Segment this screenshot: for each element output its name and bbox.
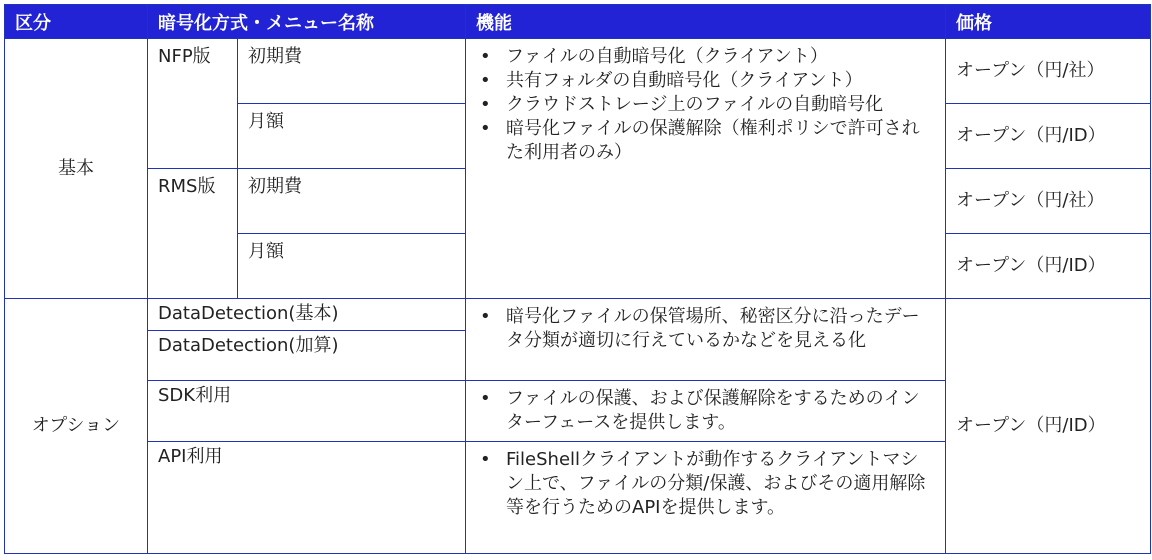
sdk-feature-cell (466, 381, 946, 442)
category-basic: 基本 (5, 39, 148, 299)
feature-item: • ファイルの保護、および保護解除をするためのインターフェースを提供します。 (476, 387, 935, 435)
fee-type: 初期費 (238, 39, 466, 104)
fee-type: 月額 (238, 104, 466, 169)
price-cell: オープン（円/ID） (946, 299, 1151, 554)
feature-item: • FileShellクライアントが動作するクライアントマシン上で、ファイルの分類/保護、およびその適用解除等を行うためのAPIを提供します。 (476, 448, 935, 520)
menu-datadetection-add: DataDetection(加算) (148, 331, 466, 381)
feature-list (476, 305, 935, 353)
feature-item: • クラウドストレージ上のファイルの自動暗号化 (476, 93, 935, 117)
header-price: 価格 (946, 5, 1151, 39)
edition-rms: RMS版 (148, 169, 238, 299)
header-method: 暗号化方式・メニュー名称 (148, 5, 466, 39)
edition-nfp: NFP版 (148, 39, 238, 169)
header-category: 区分 (5, 5, 148, 39)
basic-features-cell (466, 39, 946, 299)
price-cell: オープン（円/ID） (946, 234, 1151, 299)
feature-item: • 共有フォルダの自動暗号化（クライアント） (476, 69, 935, 93)
fee-type: 月額 (238, 234, 466, 299)
price-cell: オープン（円/ID） (946, 104, 1151, 169)
header-row (5, 5, 1151, 39)
api-feature-cell (466, 442, 946, 554)
pricing-table (4, 4, 1151, 554)
category-option: オプション (5, 299, 148, 554)
feature-list (476, 45, 935, 165)
feature-list (476, 448, 935, 520)
table-row (5, 39, 1151, 104)
table-row (5, 299, 1151, 331)
menu-api: API利用 (148, 442, 466, 554)
feature-item: • 暗号化ファイルの保管場所、秘密区分に沿ったデータ分類が適切に行えているかなどを見える化 (476, 305, 935, 353)
feature-list (476, 387, 935, 435)
menu-sdk: SDK利用 (148, 381, 466, 442)
feature-item: • ファイルの自動暗号化（クライアント） (476, 45, 935, 69)
menu-datadetection-basic: DataDetection(基本) (148, 299, 466, 331)
price-cell: オープン（円/社） (946, 39, 1151, 104)
price-cell: オープン（円/社） (946, 169, 1151, 234)
header-function: 機能 (466, 5, 946, 39)
feature-item: • 暗号化ファイルの保護解除（権利ポリシで許可された利用者のみ） (476, 117, 935, 165)
fee-type: 初期費 (238, 169, 466, 234)
datadetection-feature-cell (466, 299, 946, 381)
